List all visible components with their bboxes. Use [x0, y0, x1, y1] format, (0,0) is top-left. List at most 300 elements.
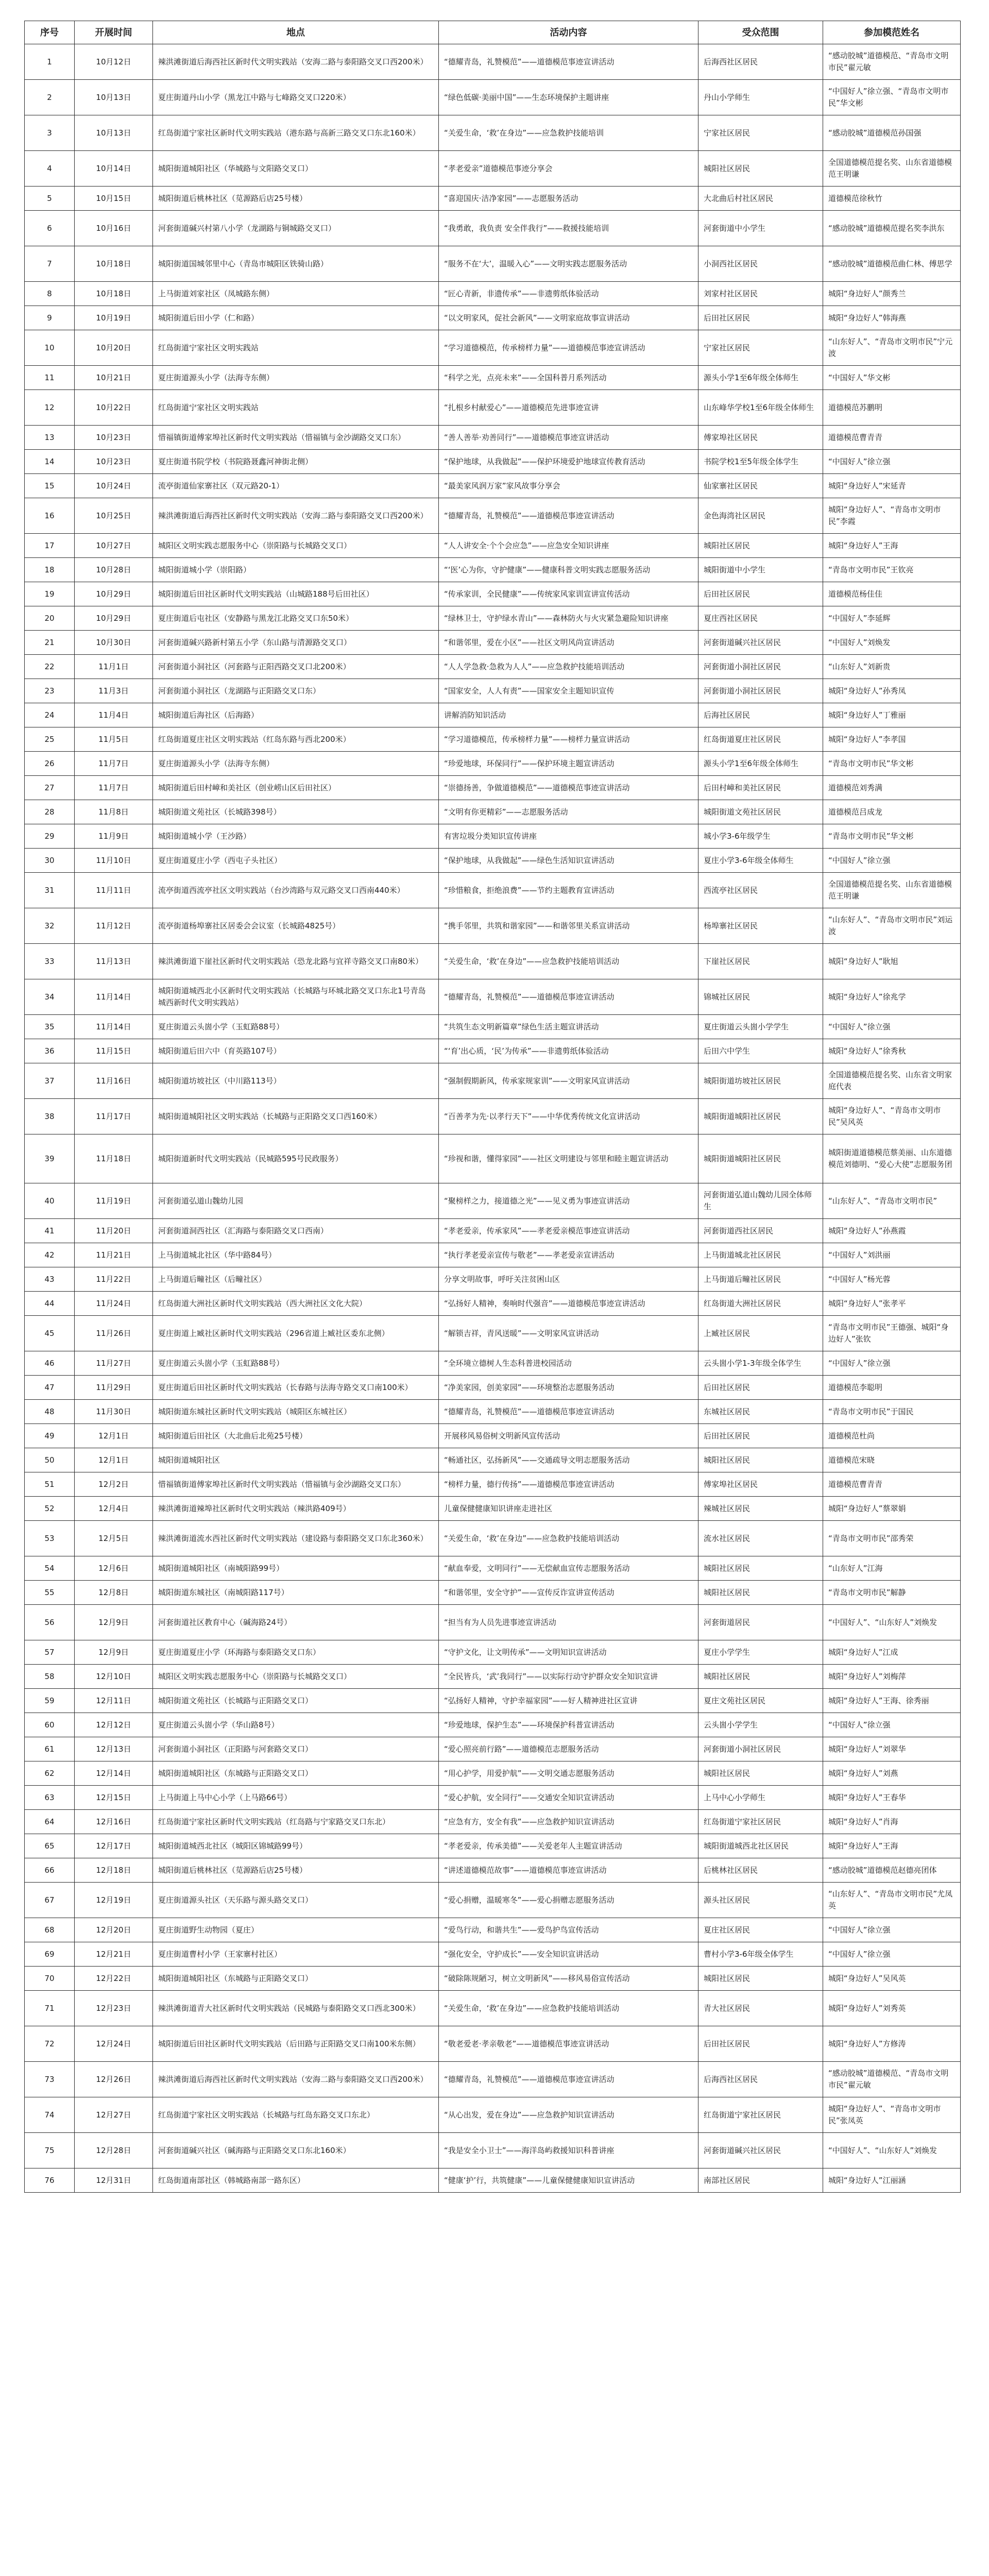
cell-place: 辣洪滩街道后海西社区新时代文明实践站（安海二路与泰阳路交叉口西200米）	[153, 498, 439, 534]
header-activity: 活动内容	[439, 21, 698, 44]
cell-place: 夏庄街道源头小学（法海寺东侧）	[153, 366, 439, 390]
cell-participants: “中国好人”、“山东好人”刘焕发	[823, 1605, 961, 1640]
table-row	[25, 474, 961, 498]
cell-audience: 夏庄小学学生	[698, 1640, 823, 1665]
cell-activity: “‘育’出心质，‘民’为传承”——非遗剪纸体验活动	[439, 1039, 698, 1063]
table-row	[25, 1063, 961, 1099]
cell-no: 14	[25, 450, 75, 474]
table-row	[25, 1581, 961, 1605]
cell-no: 32	[25, 908, 75, 944]
cell-no: 36	[25, 1039, 75, 1063]
table-row	[25, 1292, 961, 1316]
cell-participants: “感动胶城”道德模范赵德亮团体	[823, 1858, 961, 1883]
cell-activity: “德耀青岛，礼赞模范”——道德模范事迹宣讲活动	[439, 44, 698, 80]
table-row	[25, 944, 961, 979]
cell-no: 72	[25, 2026, 75, 2062]
cell-activity: “强化安全，守护成长”——安全知识宣讲活动	[439, 1942, 698, 1967]
table-row	[25, 679, 961, 703]
cell-audience: 城阳街道城阳社区居民	[698, 1134, 823, 1183]
table-row	[25, 1942, 961, 1967]
cell-no: 48	[25, 1400, 75, 1424]
table-row	[25, 330, 961, 366]
cell-participants: 城阳“身边好人”刘梅萍	[823, 1665, 961, 1689]
cell-no: 54	[25, 1556, 75, 1581]
cell-no: 30	[25, 849, 75, 873]
cell-date: 11月7日	[75, 752, 153, 776]
cell-audience: 夏庄小学3-6年级全体师生	[698, 849, 823, 873]
cell-participants: 道德模范宋晓	[823, 1448, 961, 1472]
cell-no: 10	[25, 330, 75, 366]
cell-date: 11月4日	[75, 703, 153, 727]
cell-activity: “扎根乡村献爱心”——道德模范先进事迹宣讲	[439, 390, 698, 426]
cell-audience: 宁家社区居民	[698, 330, 823, 366]
cell-no: 62	[25, 1761, 75, 1786]
cell-activity: “讲述道德模范故事”——道德模范事迹宣讲活动	[439, 1858, 698, 1883]
cell-participants: “青岛市文明市民”于国民	[823, 1400, 961, 1424]
cell-place: 城阳街道文苑社区（长城路398号）	[153, 800, 439, 824]
cell-activity: “珍惜粮食，拒绝浪费”——节约主题教育宣讲活动	[439, 873, 698, 908]
cell-participants: 城阳“身边好人”方修涛	[823, 2026, 961, 2062]
cell-date: 10月29日	[75, 582, 153, 606]
cell-audience: 云头崮小学1-3年级全体学生	[698, 1351, 823, 1376]
cell-date: 10月13日	[75, 80, 153, 115]
cell-audience: 大北曲后村社区居民	[698, 187, 823, 211]
cell-participants: 城阳“身边好人”宋延青	[823, 474, 961, 498]
cell-date: 10月14日	[75, 151, 153, 187]
cell-no: 37	[25, 1063, 75, 1099]
cell-participants: 城阳“身边好人”韩海燕	[823, 306, 961, 330]
cell-place: 上马街道城北社区（华中路84号）	[153, 1243, 439, 1267]
cell-place: 城阳街道东城社区（南城阳路117号）	[153, 1581, 439, 1605]
cell-date: 11月14日	[75, 1015, 153, 1039]
table-row	[25, 1918, 961, 1942]
cell-date: 10月20日	[75, 330, 153, 366]
table-row	[25, 1448, 961, 1472]
cell-audience: 流水社区居民	[698, 1521, 823, 1556]
cell-no: 68	[25, 1918, 75, 1942]
cell-no: 22	[25, 655, 75, 679]
cell-activity: “文明有你更精彩”——志愿服务活动	[439, 800, 698, 824]
header-participants: 参加模范姓名	[823, 21, 961, 44]
cell-date: 10月18日	[75, 246, 153, 282]
cell-audience: 后田社区居民	[698, 2026, 823, 2062]
cell-participants: “山东好人”江海	[823, 1556, 961, 1581]
cell-activity: “德耀青岛，礼赞模范”——道德模范事迹宣讲活动	[439, 2062, 698, 2097]
cell-date: 11月10日	[75, 849, 153, 873]
cell-audience: 源头社区居民	[698, 1883, 823, 1918]
cell-date: 12月9日	[75, 1640, 153, 1665]
cell-audience: 夏庄文苑社区居民	[698, 1689, 823, 1713]
cell-activity: “绿林卫士，守护绿水青山”——森林防火与火灾紧急避险知识讲座	[439, 606, 698, 631]
cell-place: 夏庄街道后田社区新时代文明实践站（长春路与法海寺路交叉口南100米）	[153, 1376, 439, 1400]
cell-place: 夏庄街道夏庄小学（西屯子头社区）	[153, 849, 439, 873]
cell-participants: “青岛市文明市民”邵秀荣	[823, 1521, 961, 1556]
cell-activity: “榜样力量，德行传扬”——道德模范事迹宣讲活动	[439, 1472, 698, 1497]
cell-audience: 河套街道小洞社区居民	[698, 655, 823, 679]
cell-no: 42	[25, 1243, 75, 1267]
cell-activity: “‘医’心为你，守护健康”——健康科普文明实践志愿服务活动	[439, 558, 698, 582]
cell-place: 城阳街道东城社区新时代文明实践站（城阳区东城社区）	[153, 1400, 439, 1424]
cell-date: 10月23日	[75, 426, 153, 450]
table-row	[25, 1039, 961, 1063]
cell-place: 夏庄街道云头崮小学（玉虹路88号）	[153, 1015, 439, 1039]
cell-activity: “和谐邻里，安全守护”——宣传反诈宣讲宣传活动	[439, 1581, 698, 1605]
cell-participants: “中国好人”徐立强	[823, 1942, 961, 1967]
activity-schedule-table	[24, 21, 961, 2193]
cell-no: 33	[25, 944, 75, 979]
cell-activity: “最美家风润万家”家风故事分享会	[439, 474, 698, 498]
cell-place: 城阳街道后海社区（后海路）	[153, 703, 439, 727]
table-row	[25, 1834, 961, 1858]
cell-audience: 青大社区居民	[698, 1991, 823, 2026]
cell-activity: “用心护学，用爱护航”——文明交通志愿服务活动	[439, 1761, 698, 1786]
cell-no: 59	[25, 1689, 75, 1713]
table-row	[25, 558, 961, 582]
cell-audience: 城阳社区居民	[698, 1556, 823, 1581]
cell-participants: “青岛市文明市民”王钦亮	[823, 558, 961, 582]
cell-place: 城阳街道城阳社区（南城阳路99号）	[153, 1556, 439, 1581]
cell-audience: 后田社区居民	[698, 306, 823, 330]
cell-activity: 开展移风易俗树文明新风宣传活动	[439, 1424, 698, 1448]
table-row	[25, 450, 961, 474]
cell-participants: “山东好人”、“青岛市文明市民”宁元波	[823, 330, 961, 366]
cell-activity: “我是安全小卫士”——海洋岛屿救援知识科普讲座	[439, 2133, 698, 2168]
cell-participants: “中国好人”徐立强	[823, 849, 961, 873]
cell-date: 11月30日	[75, 1400, 153, 1424]
cell-audience: 城阳街道城阳社区居民	[698, 1099, 823, 1134]
cell-activity: “科学之光，点亮未来”——全国科普月系列活动	[439, 366, 698, 390]
cell-date: 11月29日	[75, 1376, 153, 1400]
header-place: 地点	[153, 21, 439, 44]
header-no: 序号	[25, 21, 75, 44]
table-row	[25, 1786, 961, 1810]
table-row	[25, 849, 961, 873]
cell-date: 10月16日	[75, 211, 153, 246]
cell-no: 13	[25, 426, 75, 450]
cell-activity: “和谐邻里，爱在小区”——社区文明风尚宣讲活动	[439, 631, 698, 655]
cell-date: 10月27日	[75, 534, 153, 558]
cell-place: 河套街道社区教育中心（碱海路24号）	[153, 1605, 439, 1640]
cell-place: 城阳街道坊坡社区（中川路113号）	[153, 1063, 439, 1099]
table-row	[25, 366, 961, 390]
table-row	[25, 151, 961, 187]
cell-date: 11月11日	[75, 873, 153, 908]
cell-activity: “孝老爱亲，传承家风”——孝老爱亲模范事迹宣讲活动	[439, 1219, 698, 1243]
table-row	[25, 2133, 961, 2168]
cell-no: 5	[25, 187, 75, 211]
table-row	[25, 776, 961, 800]
cell-no: 27	[25, 776, 75, 800]
cell-activity: “从心出发，爱在身边”——应急救护知识宣讲活动	[439, 2097, 698, 2133]
cell-activity: “百善孝为先·以孝行天下”——中华优秀传统文化宣讲活动	[439, 1099, 698, 1134]
cell-activity: “珍爱地球，保护生态”——环境保护科普宣讲活动	[439, 1713, 698, 1737]
cell-place: 上马街道刘家社区（凤城路东侧）	[153, 282, 439, 306]
cell-activity: “人人讲安全·个个会应急”——应急安全知识讲座	[439, 534, 698, 558]
cell-participants: 城阳“身边好人”王海	[823, 1834, 961, 1858]
table-row	[25, 752, 961, 776]
cell-place: 红岛街道南部社区（韩城路南部一路东区）	[153, 2168, 439, 2193]
cell-place: 流亭街道西流亭社区文明实践站（台沙湾路与双元路交叉口西南440米）	[153, 873, 439, 908]
cell-no: 6	[25, 211, 75, 246]
cell-date: 12月14日	[75, 1761, 153, 1786]
table-row	[25, 1351, 961, 1376]
cell-date: 10月21日	[75, 366, 153, 390]
cell-date: 12月20日	[75, 1918, 153, 1942]
cell-date: 10月13日	[75, 115, 153, 151]
cell-activity: “畅通社区，弘扬新风”——交通疏导文明志愿服务活动	[439, 1448, 698, 1472]
cell-place: 城阳街道后田社区新时代文明实践站（山城路188号后田社区）	[153, 582, 439, 606]
cell-audience: 河套街道碱兴社区居民	[698, 2133, 823, 2168]
cell-activity: “爱心护航，安全同行”——交通安全知识宣讲活动	[439, 1786, 698, 1810]
cell-no: 50	[25, 1448, 75, 1472]
cell-no: 3	[25, 115, 75, 151]
cell-date: 12月24日	[75, 2026, 153, 2062]
cell-participants: “山东好人”刘新贵	[823, 655, 961, 679]
cell-activity: “服务不在‘大’，温暖入心”——文明实践志愿服务活动	[439, 246, 698, 282]
cell-no: 58	[25, 1665, 75, 1689]
cell-date: 10月30日	[75, 631, 153, 655]
cell-participants: 道德模范曹青青	[823, 1472, 961, 1497]
table-row	[25, 211, 961, 246]
cell-audience: 山东峰华学校1至6年级全体师生	[698, 390, 823, 426]
cell-audience: 河套街道西社区居民	[698, 1219, 823, 1243]
cell-participants: “中国好人”徐立强	[823, 1351, 961, 1376]
cell-place: 流亭街道杨埠寨社区居委会会议室（长城路4825号）	[153, 908, 439, 944]
table-row	[25, 1400, 961, 1424]
table-row	[25, 1243, 961, 1267]
cell-place: 城阳区文明实践志愿服务中心（崇阳路与长城路交叉口）	[153, 534, 439, 558]
cell-no: 1	[25, 44, 75, 80]
cell-participants: 全国道德模范提名奖、山东省文明家庭代表	[823, 1063, 961, 1099]
cell-place: 上马街道上马中心小学（上马路66号）	[153, 1786, 439, 1810]
table-row	[25, 44, 961, 80]
cell-participants: 城阳“身边好人”、“青岛市文明市民”吴风英	[823, 1099, 961, 1134]
cell-activity: “关爱生命，‘救’在身边”——应急救护技能培训活动	[439, 1991, 698, 2026]
cell-participants: “感动胶城”道德模范提名奖李洪东	[823, 211, 961, 246]
cell-audience: 城阳街道中小学生	[698, 558, 823, 582]
cell-activity: “净美家园，创美家园”——环境整治志愿服务活动	[439, 1376, 698, 1400]
cell-participants: 城阳“身边好人”张孝平	[823, 1292, 961, 1316]
cell-activity: “绿色低碳·美丽中国”——生态环境保护主题讲座	[439, 80, 698, 115]
cell-participants: 城阳“身边好人”王海、徐秀丽	[823, 1689, 961, 1713]
cell-date: 10月18日	[75, 282, 153, 306]
cell-no: 40	[25, 1183, 75, 1219]
table-row	[25, 1267, 961, 1292]
cell-place: 红岛街道大洲社区新时代文明实践站（西大洲社区文化大院）	[153, 1292, 439, 1316]
activity-schedule-sheet	[24, 21, 960, 2193]
cell-audience: 夏庄社区居民	[698, 1918, 823, 1942]
cell-place: 城阳街道国城邻里中心（青岛市城阳区铁骑山路）	[153, 246, 439, 282]
cell-participants: 全国道德模范提名奖、山东省道德模范王明谦	[823, 151, 961, 187]
cell-participants: 城阳“身边好人”孙秀凤	[823, 679, 961, 703]
cell-place: 辣洪滩街道后海西社区新时代文明实践站（安海二路与泰阳路交叉口西200米）	[153, 2062, 439, 2097]
cell-date: 12月2日	[75, 1472, 153, 1497]
header-row	[25, 21, 961, 44]
cell-no: 51	[25, 1472, 75, 1497]
cell-place: 城阳街道后田社区（大北曲后北苑25号楼）	[153, 1424, 439, 1448]
cell-date: 11月19日	[75, 1183, 153, 1219]
cell-participants: 城阳“身边好人”吴风英	[823, 1967, 961, 1991]
cell-activity: “德耀青岛，礼赞模范”——道德模范事迹宣讲活动	[439, 1400, 698, 1424]
cell-participants: 城阳“身边好人”丁雅丽	[823, 703, 961, 727]
cell-no: 41	[25, 1219, 75, 1243]
cell-audience: 城阳社区居民	[698, 1967, 823, 1991]
cell-no: 67	[25, 1883, 75, 1918]
cell-activity: “弘扬好人精神，奏响时代强音”——道德模范事迹宣讲活动	[439, 1292, 698, 1316]
cell-no: 46	[25, 1351, 75, 1376]
cell-participants: 城阳“身边好人”、“青岛市文明市民”李霞	[823, 498, 961, 534]
cell-date: 12月6日	[75, 1556, 153, 1581]
cell-place: 城阳街道城小学（王沙路）	[153, 824, 439, 849]
cell-place: 夏庄街道上臧社区新时代文明实践站（296省道上臧社区委东北侧）	[153, 1316, 439, 1351]
cell-participants: 城阳“身边好人”、“青岛市文明市民”张凤英	[823, 2097, 961, 2133]
cell-participants: “中国好人”、“山东好人”刘焕发	[823, 2133, 961, 2168]
cell-audience: 后海西社区居民	[698, 2062, 823, 2097]
cell-participants: 城阳“身边好人”王海	[823, 534, 961, 558]
cell-participants: 城阳“身边好人”耿旭	[823, 944, 961, 979]
cell-activity: “德耀青岛，礼赞模范”——道德模范事迹宣讲活动	[439, 979, 698, 1015]
cell-audience: 辣城社区居民	[698, 1497, 823, 1521]
cell-date: 10月29日	[75, 606, 153, 631]
cell-no: 17	[25, 534, 75, 558]
table-row	[25, 1099, 961, 1134]
cell-place: 红岛街道宁家社区文明实践站	[153, 330, 439, 366]
cell-participants: 城阳“身边好人”刘秀英	[823, 1991, 961, 2026]
table-header	[25, 21, 961, 44]
cell-date: 11月8日	[75, 800, 153, 824]
cell-participants: 道德模范刘秀满	[823, 776, 961, 800]
table-row	[25, 390, 961, 426]
cell-date: 11月27日	[75, 1351, 153, 1376]
cell-participants: 道德模范苏鹏明	[823, 390, 961, 426]
cell-participants: 城阳“身边好人”肖海	[823, 1810, 961, 1834]
cell-audience: 城阳社区居民	[698, 151, 823, 187]
cell-date: 12月16日	[75, 1810, 153, 1834]
cell-audience: 上马街道城北社区居民	[698, 1243, 823, 1267]
cell-place: 夏庄街道源头小学（法海寺东侧）	[153, 752, 439, 776]
cell-place: 红岛街道宁家社区文明实践站	[153, 390, 439, 426]
table-row	[25, 1605, 961, 1640]
cell-participants: 城阳“身边好人”李孝国	[823, 727, 961, 752]
table-row	[25, 824, 961, 849]
cell-activity: “全环境立德树人生态科普进校园活动	[439, 1351, 698, 1376]
cell-activity: “敬老爱老·孝亲敬老”——道德模范事迹宣讲活动	[439, 2026, 698, 2062]
table-row	[25, 873, 961, 908]
cell-audience: 后田六中学生	[698, 1039, 823, 1063]
cell-date: 12月5日	[75, 1521, 153, 1556]
cell-participants: “中国好人”刘洪丽	[823, 1243, 961, 1267]
table-row	[25, 1134, 961, 1183]
cell-no: 31	[25, 873, 75, 908]
cell-audience: 后海社区居民	[698, 703, 823, 727]
cell-audience: 河套街道小洞社区居民	[698, 1737, 823, 1761]
cell-activity: 儿童保健健康知识讲座走进社区	[439, 1497, 698, 1521]
table-row	[25, 2062, 961, 2097]
cell-audience: 傅家埠社区居民	[698, 1472, 823, 1497]
cell-activity: “学习道德模范，传承榜样力量”——榜样力量宣讲活动	[439, 727, 698, 752]
cell-date: 11月22日	[75, 1267, 153, 1292]
cell-activity: “爱鸟行动，和谐共生”——爱鸟护鸟宣传活动	[439, 1918, 698, 1942]
cell-activity: “珍视和谐，懂得家园”——社区文明建设与邻里和睦主题宣讲活动	[439, 1134, 698, 1183]
cell-no: 20	[25, 606, 75, 631]
cell-place: 河套街道弘道山魏幼儿园	[153, 1183, 439, 1219]
cell-place: 流亭街道仙家寨社区（双元路20-1）	[153, 474, 439, 498]
cell-audience: 夏庄西社区居民	[698, 606, 823, 631]
table-row	[25, 1665, 961, 1689]
table-row	[25, 282, 961, 306]
cell-no: 73	[25, 2062, 75, 2097]
cell-date: 12月10日	[75, 1665, 153, 1689]
table-row	[25, 426, 961, 450]
cell-date: 10月15日	[75, 187, 153, 211]
cell-place: 河套街道小洞社区（正阳路与河套路交叉口）	[153, 1737, 439, 1761]
table-row	[25, 80, 961, 115]
cell-no: 7	[25, 246, 75, 282]
cell-audience: 夏庄街道云头崮小学学生	[698, 1015, 823, 1039]
cell-date: 12月17日	[75, 1834, 153, 1858]
table-row	[25, 1376, 961, 1400]
cell-place: 城阳街道城西北社区（城阳区锦城路99号）	[153, 1834, 439, 1858]
cell-place: 河套街道碱兴村第八小学（龙湖路与铜城路交叉口）	[153, 211, 439, 246]
cell-place: 夏庄街道曹村小学（王家寨村社区）	[153, 1942, 439, 1967]
cell-place: 河套街道洞西社区（汇海路与泰阳路交叉口西南）	[153, 1219, 439, 1243]
cell-no: 70	[25, 1967, 75, 1991]
cell-audience: 南部社区居民	[698, 2168, 823, 2193]
cell-activity: “弘扬好人精神，守护幸福家园”——好人精神进社区宣讲	[439, 1689, 698, 1713]
cell-activity: 讲解消防知识活动	[439, 703, 698, 727]
cell-date: 12月28日	[75, 2133, 153, 2168]
table-row	[25, 1521, 961, 1556]
table-row	[25, 979, 961, 1015]
cell-activity: “健康‘护’行，共筑健康”——儿童保健健康知识宣讲活动	[439, 2168, 698, 2193]
cell-no: 45	[25, 1316, 75, 1351]
cell-audience: 城阳社区居民	[698, 1581, 823, 1605]
cell-activity: “解锁吉祥，青风送暖”——文明家风宣讲活动	[439, 1316, 698, 1351]
cell-audience: 丹山小学师生	[698, 80, 823, 115]
cell-activity: “保护地球，从我做起”——保护环境爱护地球宣传教育活动	[439, 450, 698, 474]
cell-participants: “中国好人”李延辉	[823, 606, 961, 631]
cell-place: 城阳街道后田小学（仁和路）	[153, 306, 439, 330]
cell-no: 28	[25, 800, 75, 824]
table-row	[25, 1219, 961, 1243]
table-body	[25, 44, 961, 2193]
cell-participants: “感动胶城”道德模范、“青岛市文明市民”翟元敏	[823, 44, 961, 80]
cell-place: 红岛街道夏庄社区文明实践站（红岛东路与西北200米）	[153, 727, 439, 752]
cell-audience: 小洞西社区居民	[698, 246, 823, 282]
table-row	[25, 631, 961, 655]
cell-no: 24	[25, 703, 75, 727]
table-row	[25, 1183, 961, 1219]
cell-audience: 宁家社区居民	[698, 115, 823, 151]
cell-participants: “青岛市文明市民”解静	[823, 1581, 961, 1605]
cell-no: 12	[25, 390, 75, 426]
cell-participants: “感动胶城”道德模范曲仁林、傅思学	[823, 246, 961, 282]
cell-activity: “破除陈规陋习，树立文明新风”——移风易俗宣传活动	[439, 1967, 698, 1991]
cell-no: 9	[25, 306, 75, 330]
cell-audience: 源头小学1至6年级全体师生	[698, 752, 823, 776]
cell-no: 65	[25, 1834, 75, 1858]
cell-activity: “以文明家风，促社会新风”——文明家庭故事宣讲活动	[439, 306, 698, 330]
table-row	[25, 1737, 961, 1761]
table-row	[25, 1967, 961, 1991]
table-row	[25, 1472, 961, 1497]
cell-activity: “执行孝老爱亲宣传与敬老”——孝老爱亲宣讲活动	[439, 1243, 698, 1267]
cell-audience: 上臧社区居民	[698, 1316, 823, 1351]
cell-participants: 城阳“身边好人”江丽涵	[823, 2168, 961, 2193]
cell-no: 64	[25, 1810, 75, 1834]
cell-activity: “珍爱地球，环保同行”——保护环境主题宣讲活动	[439, 752, 698, 776]
cell-participants: 城阳“身边好人”颜秀兰	[823, 282, 961, 306]
